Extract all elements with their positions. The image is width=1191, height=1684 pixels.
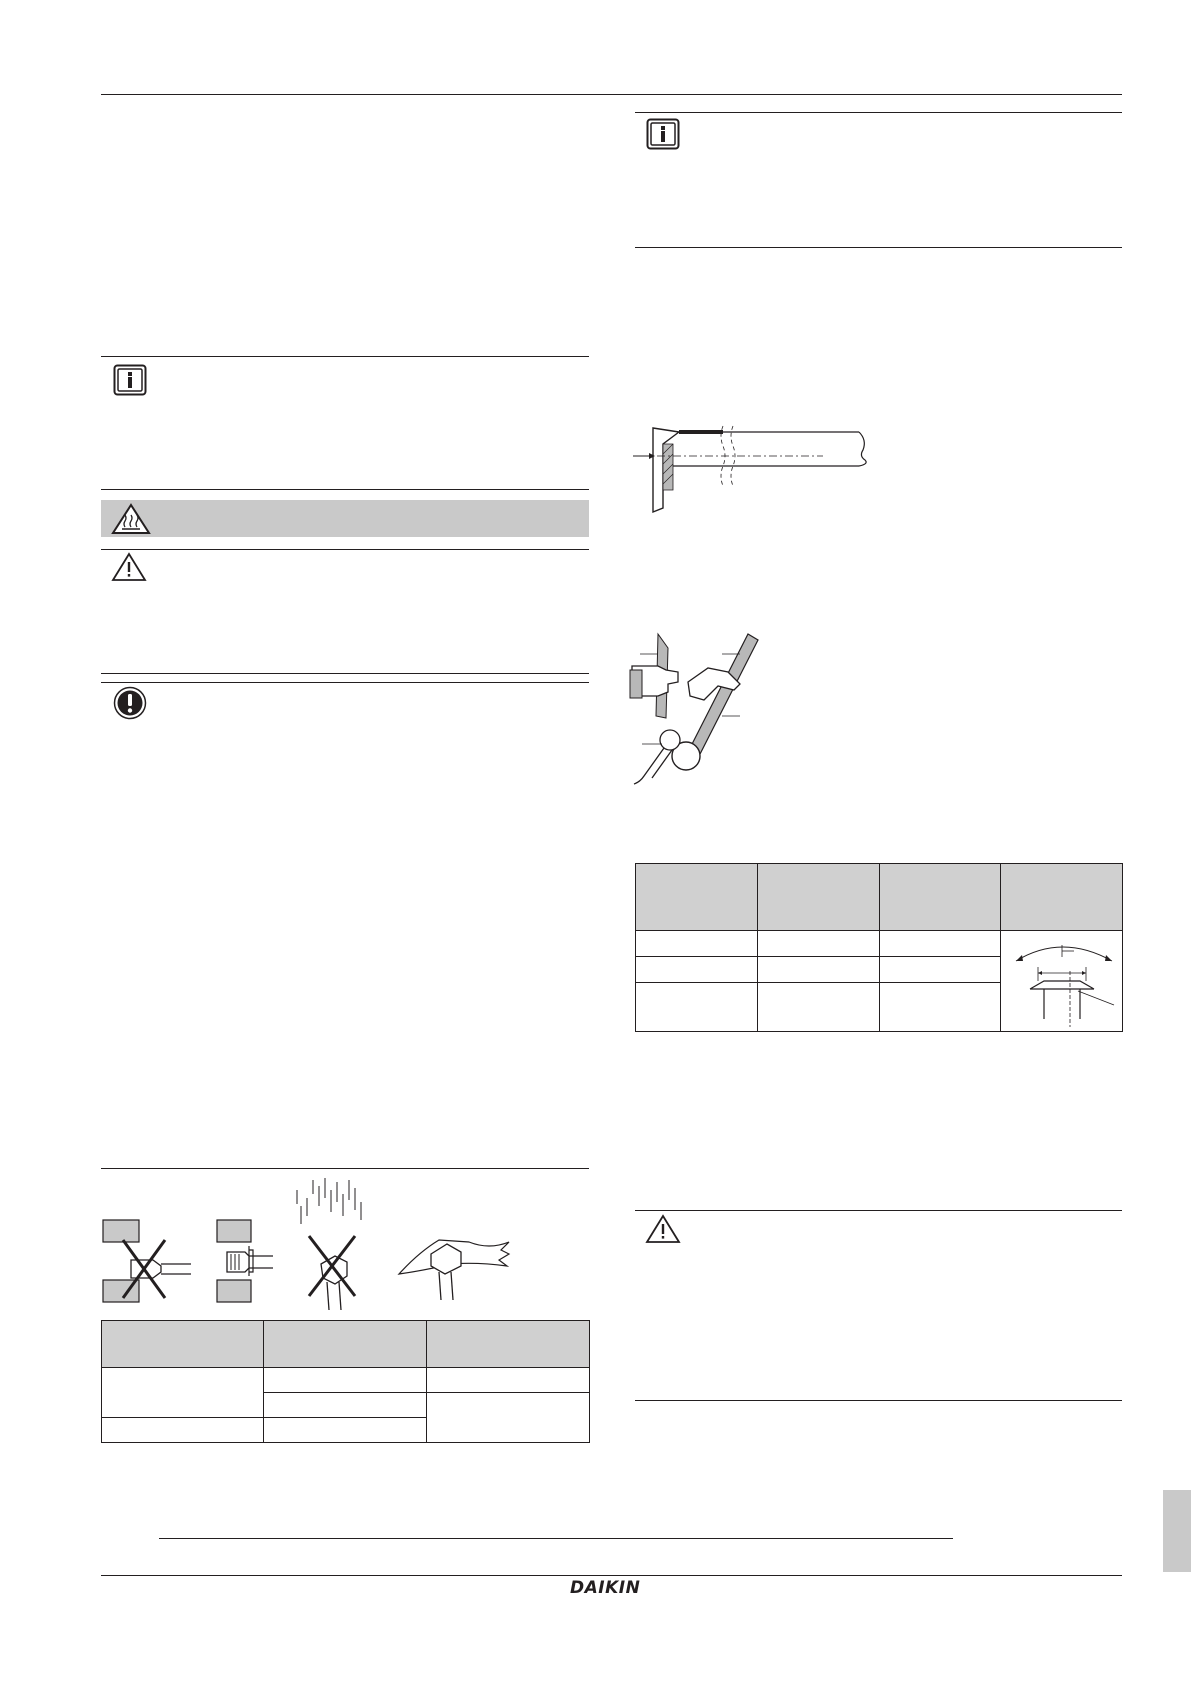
footnote-rule [159,1538,953,1539]
header-rule [101,94,1122,95]
table-cell [264,1368,427,1393]
info-icon [646,118,680,155]
table-cell [264,1393,427,1418]
footer-rule [101,1575,1122,1576]
table-header-cell [102,1321,264,1368]
table-header-cell [636,864,758,931]
hot-surface-icon [111,503,151,540]
table-cell [880,956,1001,982]
right-info-top-rule [635,112,1122,113]
table-cell [758,956,880,982]
table-header-cell [1001,864,1123,931]
table-cell [636,931,758,957]
table-cell [102,1418,264,1443]
warning-triangle-icon [111,552,147,587]
table-cell [427,1393,590,1443]
pipe-protection-table [101,1320,590,1443]
info-note-top-rule [101,356,589,357]
notice-second-rule [101,682,589,683]
table-header-cell [427,1321,590,1368]
right-warning-top-rule [635,1210,1122,1211]
table-cell [880,931,1001,957]
caution-band [101,500,589,537]
table-header-cell [758,864,880,931]
table-cell [880,982,1001,1032]
table-header-cell [880,864,1001,931]
torque-wrench-figure [628,628,768,793]
table-cell [636,956,758,982]
side-tab [1163,1490,1191,1572]
warning-top-rule [101,549,589,550]
flare-dimension-table [635,863,1123,1032]
notice-top-rule [101,673,589,674]
daikin-logo: DAIKIN [570,1578,641,1598]
warning-triangle-icon [645,1214,681,1249]
figure-top-rule [101,1168,589,1169]
flare-pipe-figure [633,420,873,525]
flare-dimension-cell [1001,931,1123,1032]
table-header-cell [264,1321,427,1368]
caution-top-rule [101,489,589,490]
flare-dimension-figure [1002,931,1122,1031]
right-info-bottom-rule [635,247,1122,248]
right-warning-bottom-rule [635,1400,1122,1401]
table-cell [758,931,880,957]
table-cell [102,1368,264,1418]
exclamation-icon [113,686,147,725]
table-cell [758,982,880,1032]
info-icon [113,364,147,401]
table-cell [636,982,758,1032]
pipe-end-protection-figure [101,1176,521,1315]
table-cell [427,1368,590,1393]
table-cell [264,1418,427,1443]
